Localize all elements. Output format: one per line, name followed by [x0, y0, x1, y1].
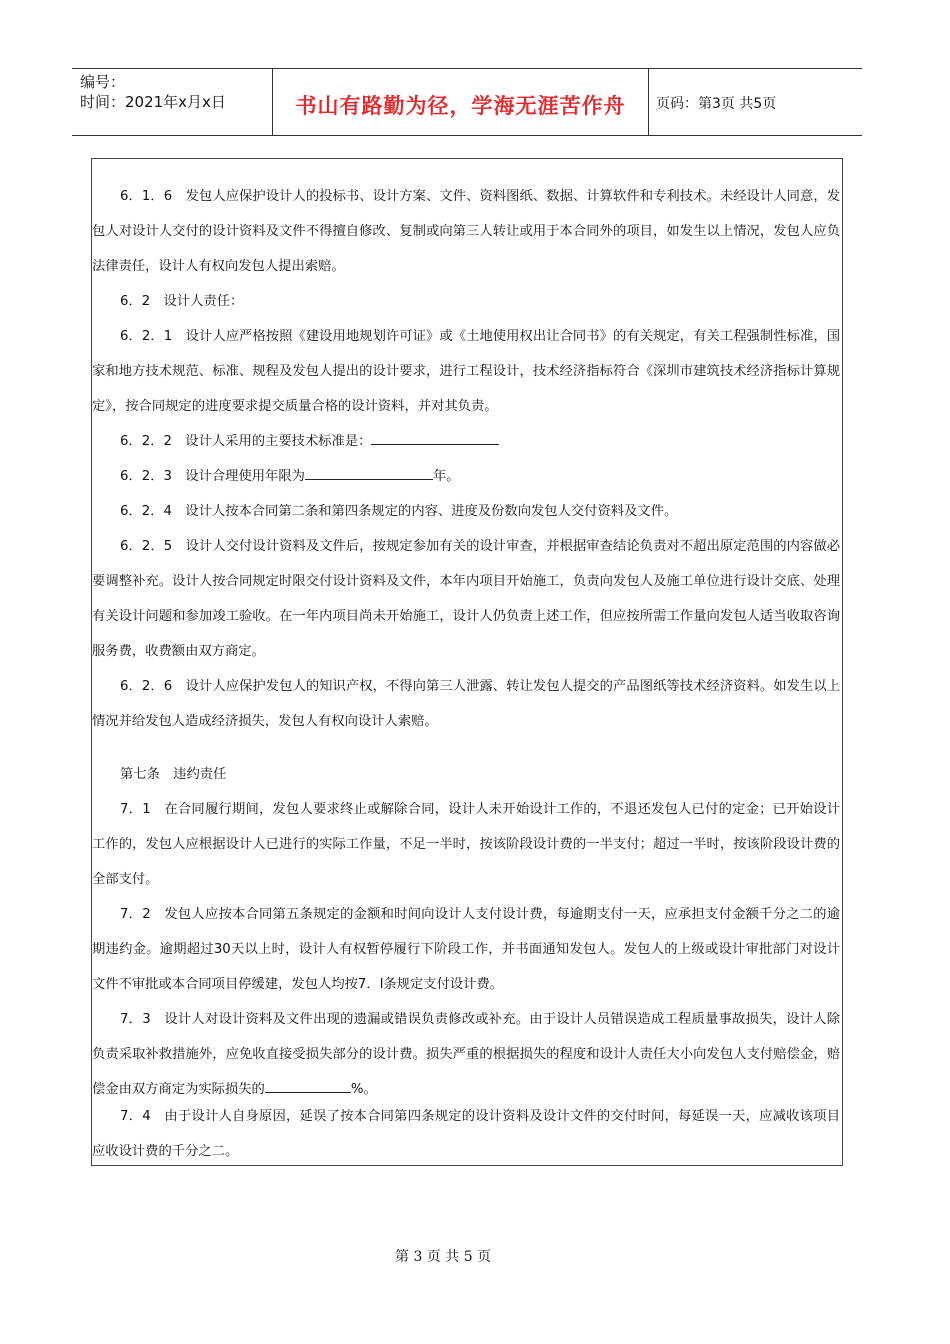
clause-7-3-suffix: %。: [350, 1082, 377, 1097]
clause-6-2-2: [92, 424, 844, 459]
contract-content-box: [91, 158, 843, 1166]
document-header: [72, 68, 862, 136]
header-divider-right: [648, 69, 649, 136]
clause-7-1: 7．1 在合同履行期间，发包人要求终止或解除合同，设计人未开始设计工作的，不退还发包人已付的定金；已开始设计工作的，发包人应根据设计人已进行的实际工作量，不足一半时，按该阶段设计费的一半支付；超过一半时，按该阶段设计费的全部支付。: [92, 802, 840, 887]
clause-6-1-6: 6．1．6 发包人应保护设计人的投标书、设计方案、文件、资料图纸、数据、计算软件和专利技术。未经设计人同意，发包人对设计人交付的设计资料及文件不得擅自修改、复制或向第三人转让或用于本合同外的项目，如发生以上情况，发包人应负法律责任，设计人有权向发包人提出索赔。: [92, 189, 840, 274]
page-footer: 第 3 页 共 5 页: [395, 1249, 492, 1265]
clause-6-2-1: 6．2．1 设计人应严格按照《建设用地规划许可证》或《土地使用权出让合同书》的有关规定，有关工程强制性标准，国家和地方技术规范、标准、规程及发包人提出的设计要求，进行工程设计，技术经济指标符合《深圳市建筑技术经济指标计算规定》，按合同规定的进度要求提交质量合格的设计资料，并对其负责。: [92, 329, 840, 414]
article-7-heading: 第七条 违约责任: [120, 767, 227, 782]
clause-7-4: 7．4 由于设计人自身原因，延误了按本合同第四条规定的设计资料及设计文件的交付时间，每延误一天，应减收该项目应收设计费的千分之二。: [92, 1109, 840, 1159]
clause-6-2-3-text: 6．2．3 设计合理使用年限为: [120, 469, 305, 484]
clause-6-2-5: 6．2．5 设计人交付设计资料及文件后，按规定参加有关的设计审查，并根据审查结论负责对不超出原定范围的内容做必要调整补充。设计人按合同规定时限交付设计资料及文件，本年内项目开始施工，负责向发包人及施工单位进行设计交底、处理有关设计问题和参加竣工验收。在一年内项目尚未开始施工，设计人仍负责上述工作，但应按所需工作量向发包人适当收取咨询服务费，收费额由双方商定。: [92, 539, 840, 659]
document-number-label: 编号：: [80, 73, 126, 91]
clause-6-2-3: [92, 459, 844, 494]
clause-6-2: 6．2 设计人责任：: [120, 294, 244, 309]
technical-standard-blank[interactable]: [371, 430, 499, 445]
clause-6-2-4: 6．2．4 设计人按本合同第二条和第四条规定的内容、进度及份数向发包人交付资料及文件。: [120, 504, 678, 519]
clause-6-2-2-text: 6．2．2 设计人采用的主要技术标准是：: [120, 434, 372, 449]
clause-7-3: [92, 1002, 844, 1107]
document-time-label: 时间：2021年x月x日: [80, 93, 226, 111]
header-page-info: 页码：第3页 共5页: [656, 96, 777, 112]
header-motto: 书山有路勤为径，学海无涯苦作舟: [295, 94, 626, 118]
clause-6-2-3-suffix: 年。: [432, 469, 460, 484]
clause-7-3-text: 7．3 设计人对设计资料及文件出现的遗漏或错误负责修改或补充。由于设计人员错误造成工程质量事故损失，设计人除负责采取补救措施外，应免收直接受损失部分的设计费。损失严重的根据损失的程度和设计人责任大小向发包人支付赔偿金，赔偿金由双方商定为实际损失的: [92, 1012, 840, 1097]
clause-7-2: 7．2 发包人应按本合同第五条规定的金额和时间向设计人支付设计费，每逾期支付一天，应承担支付金额千分之二的逾期违约金。逾期超过30天以上时，设计人有权暂停履行下阶段工作，并书面通知发包人。发包人的上级或设计审批部门对设计文件不审批或本合同项目停缓建，发包人均按7．l条规定支付设计费。: [92, 907, 840, 992]
compensation-percent-blank[interactable]: [265, 1078, 351, 1093]
header-meta: [80, 72, 226, 112]
clause-6-2-6: 6．2．6 设计人应保护发包人的知识产权，不得向第三人泄露、转让发包人提交的产品图纸等技术经济资料。如发生以上情况并给发包人造成经济损失，发包人有权向设计人索赔。: [92, 679, 840, 729]
service-life-blank[interactable]: [305, 465, 433, 480]
